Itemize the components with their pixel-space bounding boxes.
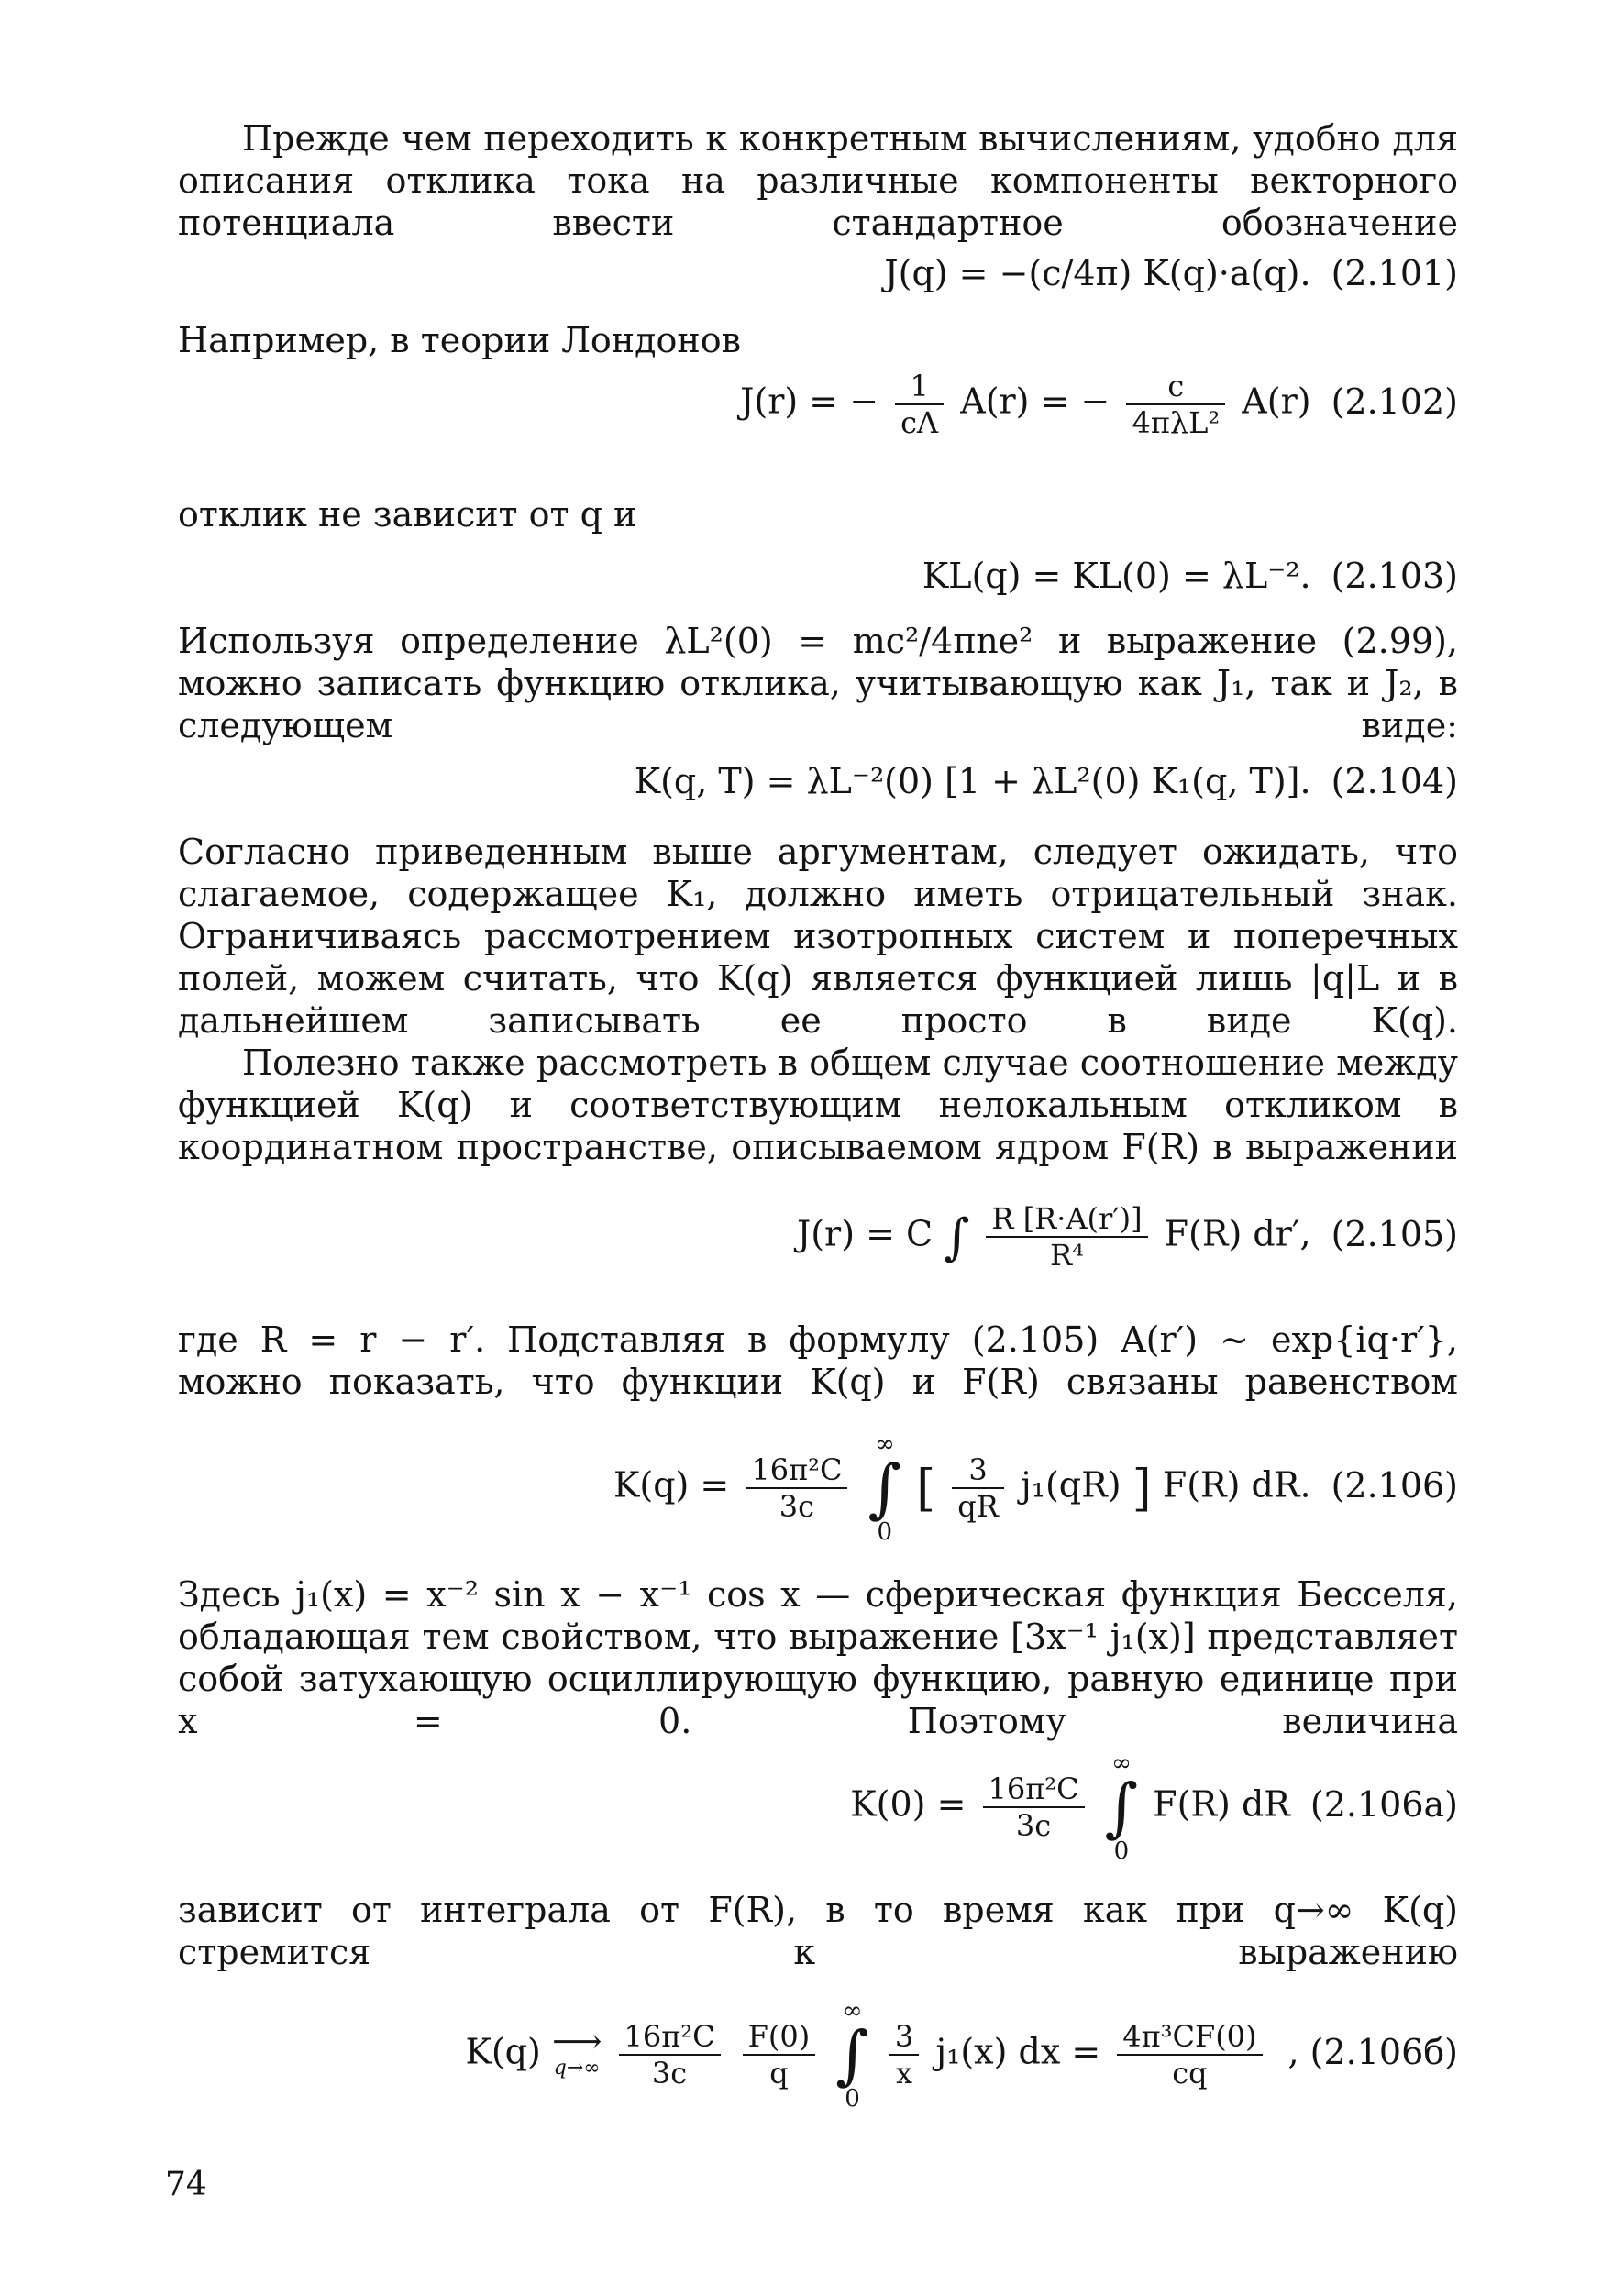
fraction	[889, 2019, 919, 2091]
right-bracket: ]	[1132, 1459, 1152, 1517]
equation-2-105	[178, 1201, 1458, 1273]
equation-2-106a	[178, 1751, 1458, 1863]
paragraph-nonlocal: Полезно также рассмотреть в общем случае соотношение между функцией K(q) и соответствующим нелокальным откликом в координатном пространстве, описываемом ядром F(R) в выражении	[178, 1043, 1458, 1167]
equation-lhs: K(0) =	[850, 1783, 967, 1825]
equation-number: (2.104)	[1331, 761, 1458, 801]
limit-arrow	[551, 2021, 602, 2082]
left-bracket: [	[916, 1459, 936, 1517]
paragraph-arguments: Согласно приведенным выше аргументам, следует ожидать, что слагаемое, содержащее K₁, должно иметь отрицательный знак. Ограничиваясь рассмотрением изотропных систем и поперечных полей, можем считать, что K(q) является функцией лишь |q|L и в дальнейшем записывать ее просто в виде K(q).	[178, 832, 1458, 1041]
equation-body: K(q, T) = λL⁻²(0) [1 + λL²(0) K₁(q, T)].	[634, 761, 1311, 801]
numerator: F(0)	[743, 2019, 816, 2056]
equation-number: (2.106a)	[1309, 1783, 1458, 1825]
denominator: 4πλL²	[1132, 405, 1221, 440]
lower-limit: 0	[845, 2085, 860, 2113]
integral-sign: ∫	[1104, 1770, 1139, 1845]
paragraph-limit: зависит от интеграла от F(R), в то время как при q→∞ K(q) стремится к выражению	[178, 1890, 1458, 1972]
numerator: 16π²C	[983, 1771, 1085, 1808]
upper-limit: ∞	[874, 1430, 895, 1458]
paragraph-intro: Прежде чем переходить к конкретным вычислениям, удобно для описания отклика тока на различные компоненты векторного потенциала ввести стандартное обозначение	[178, 118, 1458, 243]
equation-lhs: J(r) = C	[796, 1213, 934, 1254]
paragraph-substitution: где R = r − r′. Подставляя в формулу (2.105) A(r′) ~ exp{iq·r′}, можно показать, что функции K(q) и F(R) связаны равенством	[178, 1319, 1458, 1402]
numerator: 16π²C	[619, 2019, 721, 2056]
upper-limit: ∞	[842, 1997, 863, 2025]
paragraph-response: отклик не зависит от q и	[178, 494, 637, 535]
denominator: 3c	[779, 1489, 815, 1524]
page-number: 74	[165, 2166, 207, 2203]
numerator: R [R·A(r′)]	[986, 1201, 1147, 1238]
numerator: 3	[889, 2019, 919, 2056]
lower-limit: 0	[1113, 1837, 1130, 1865]
denominator: cq	[1172, 2056, 1208, 2091]
integral	[1105, 1751, 1138, 1863]
equation-2-103	[178, 556, 1458, 596]
equation-middle: A(r) = −	[960, 381, 1110, 422]
lower-limit: 0	[877, 1518, 893, 1546]
bessel-term: j₁(x) dx =	[935, 2031, 1101, 2072]
fraction	[1117, 2019, 1262, 2091]
denominator: R⁴	[1050, 1238, 1084, 1273]
paragraph-london: Например, в теории Лондонов	[178, 320, 742, 360]
bessel-term: j₁(qR)	[1020, 1464, 1121, 1506]
denominator: q	[769, 2056, 789, 2091]
equation-2-101	[178, 253, 1458, 293]
numerator: 1	[895, 369, 944, 405]
integral-sign: ∫	[944, 1208, 970, 1266]
upper-limit: ∞	[1111, 1749, 1132, 1777]
equation-2-106	[178, 1432, 1458, 1544]
equation-number: (2.101)	[1331, 253, 1458, 293]
fraction	[619, 2019, 721, 2091]
fraction	[986, 1201, 1147, 1273]
numerator: c	[1126, 369, 1225, 405]
equation-rhs: F(R) dR	[1153, 1783, 1290, 1825]
paragraph-bessel: Здесь j₁(x) = x⁻² sin x − x⁻¹ cos x — сферическая функция Бесселя, обладающая тем свойством, что выражение [3x⁻¹ j₁(x)] представляет собой затухающую осциллирующую функцию, равную единице при x = 0. Поэтому величина	[178, 1574, 1458, 1741]
equation-rhs: F(R) dR.	[1162, 1464, 1311, 1506]
equation-lhs: K(q)	[465, 2031, 541, 2072]
integral-sign: ∫	[867, 1451, 902, 1526]
fraction	[952, 1452, 1004, 1524]
equation-body: J(q) = −(c/4π) K(q)·a(q).	[884, 253, 1311, 293]
fraction	[895, 369, 944, 440]
denominator: 3c	[1015, 1808, 1052, 1843]
equation-body: KL(q) = KL(0) = λL⁻².	[922, 556, 1311, 596]
fraction	[1126, 369, 1225, 440]
fraction	[746, 1452, 847, 1524]
integral	[835, 1999, 868, 2111]
integral-sign: ∫	[835, 2017, 869, 2092]
equation-rhs: F(R) dr′,	[1164, 1213, 1311, 1254]
denominator: qR	[957, 1489, 999, 1524]
numerator: 16π²C	[746, 1452, 847, 1489]
equation-number: (2.103)	[1331, 556, 1458, 596]
equation-2-104	[178, 761, 1458, 801]
equation-lhs: J(r) = −	[740, 381, 879, 422]
arrow-symbol: ⟶	[551, 2021, 602, 2061]
numerator: 4π³CF(0)	[1117, 2019, 1262, 2056]
equation-number: (2.106)	[1331, 1464, 1458, 1506]
numerator: 3	[952, 1452, 1004, 1489]
paragraph-definition: Используя определение λL²(0) = mc²/4πne² и выражение (2.99), можно записать функцию отклика, учитывающую как J₁, так и J₂, в следующем виде:	[178, 621, 1458, 745]
equation-number: (2.105)	[1331, 1213, 1458, 1254]
integral	[868, 1432, 901, 1544]
equation-number: , (2.106б)	[1287, 2031, 1458, 2072]
equation-lhs: K(q) =	[613, 1464, 730, 1506]
equation-2-102	[178, 369, 1458, 440]
denominator: x	[896, 2056, 913, 2091]
equation-2-106b	[178, 1999, 1458, 2111]
equation-number: (2.102)	[1331, 381, 1458, 422]
limit-label: q→∞	[553, 2057, 601, 2080]
denominator: 3c	[651, 2056, 688, 2091]
equation-rhs: A(r)	[1242, 381, 1311, 422]
denominator: cΛ	[900, 405, 939, 440]
fraction	[983, 1771, 1085, 1843]
fraction	[743, 2019, 816, 2091]
